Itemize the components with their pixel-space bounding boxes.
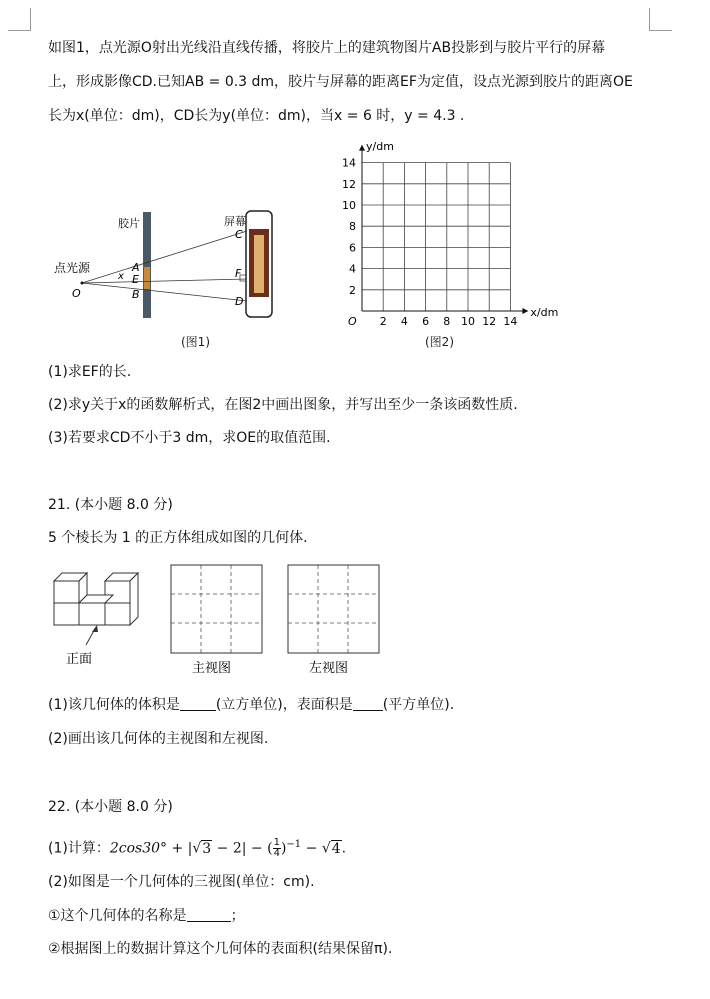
label-o: O	[72, 287, 81, 300]
p21-title: 21. (本小题 8.0 分)	[48, 497, 173, 513]
x-tick-label: 8	[443, 315, 451, 328]
ray-od	[82, 283, 247, 301]
y-tick-label: 6	[349, 241, 356, 255]
p20-question-3: (3)若要求CD不小于3 dm，求OE的取值范围.	[48, 430, 331, 446]
figure-1-caption: (图1)	[181, 335, 210, 349]
p22-title: 22. (本小题 8.0 分)	[48, 799, 173, 815]
cube-side-right	[130, 573, 138, 625]
x-tick-label: 14	[503, 315, 518, 328]
label-d: D	[235, 295, 244, 308]
page-corner-mark-right	[649, 8, 672, 31]
label-screen: 屏幕	[224, 215, 246, 228]
y-axis-label: y/dm	[366, 140, 394, 153]
figure-2-caption: (图2)	[425, 335, 454, 349]
label-b: B	[132, 288, 140, 301]
p22-question-2-2: ②根据图上的数据计算这个几何体的表面积(结果保留π).	[48, 941, 393, 957]
label-source: 点光源	[54, 261, 91, 275]
p21-question-2: (2)画出该几何体的主视图和左视图.	[48, 731, 269, 747]
y-tick-label: 4	[349, 262, 356, 276]
cube-front-upper-left	[54, 581, 79, 603]
label-main-view: 主视图	[192, 661, 232, 676]
figure-1-projection	[48, 205, 288, 330]
label-film: 胶片	[118, 217, 140, 230]
x-axis-arrow	[522, 308, 528, 314]
x-axis-label: x/dm	[530, 306, 559, 319]
y-axis-arrow	[359, 145, 365, 151]
page-corner-mark-left	[8, 8, 31, 31]
y-tick-label: 10	[342, 199, 356, 212]
origin-label: O	[348, 315, 357, 328]
p20-intro-line-2: 上，形成影像CD.已知AB = 0.3 dm，胶片与屏幕的距离EF为定值，设点光源到胶片的距离OE	[48, 74, 633, 90]
y-tick-label: 2	[349, 283, 356, 297]
x-tick-label: 10	[461, 315, 475, 328]
point-o	[81, 282, 84, 285]
y-tick-label: 12	[342, 177, 356, 191]
p22-name-blank[interactable]	[187, 907, 231, 922]
p21-left-view-grid	[287, 564, 383, 676]
x-tick-label: 2	[379, 315, 387, 328]
cube-front-lower-middle	[79, 603, 105, 625]
p22-question-2-1: ①这个几何体的名称是 ；	[48, 908, 245, 924]
label-a: A	[132, 261, 140, 274]
p21-surface-blank[interactable]	[353, 696, 383, 711]
p21-cube-figure	[48, 565, 148, 670]
screen-building-tower	[254, 235, 264, 293]
front-arrow-head	[92, 625, 98, 632]
label-f: F	[235, 267, 242, 280]
x-tick-label: 6	[422, 315, 430, 328]
p22-question-1: (1)计算：2cos30° + |√3 − 2| − ( $\frac{1}{4}$ )$^{-1}$ − √4.	[48, 837, 347, 860]
x-tick-label: 4	[400, 315, 408, 328]
p20-intro-line-3: 长为x(单位：dm)，CD长为y(单位：dm)，当x = 6 时，y = 4.3 .	[48, 108, 465, 124]
p21-question-1: (1)该几何体的体积是 (立方单位)，表面积是 (平方单位).	[48, 697, 455, 713]
label-left-view: 左视图	[309, 661, 349, 676]
y-tick-label: 14	[342, 156, 356, 170]
p21-intro: 5 个棱长为 1 的正方体组成如图的几何体.	[48, 530, 308, 546]
cube-front-lower-right	[105, 603, 130, 625]
p21-volume-blank[interactable]	[180, 696, 216, 711]
x-tick-label: 12	[482, 315, 497, 328]
p21-main-view-grid	[170, 564, 266, 676]
p22-question-2: (2)如图是一个几何体的三视图(单位：cm).	[48, 874, 315, 890]
ray-oc	[82, 231, 247, 283]
fraction-one-quarter: $\frac{1}{4}$	[273, 837, 280, 860]
label-c: C	[235, 228, 243, 241]
p20-question-1: (1)求EF的长.	[48, 364, 132, 380]
label-x: x	[118, 271, 124, 282]
label-front: 正面	[66, 652, 93, 667]
film-building-image	[144, 267, 150, 289]
label-e: E	[132, 273, 139, 286]
figure-2-grid	[338, 140, 560, 330]
film-strip	[143, 212, 151, 318]
p20-question-2: (2)求y关于x的函数解析式，在图2中画出图象，并写出至少一条该函数性质.	[48, 397, 518, 413]
y-tick-label: 8	[349, 220, 356, 234]
cube-front-lower-left	[54, 603, 79, 625]
ray-oef	[82, 279, 247, 283]
p20-intro-line-1: 如图1，点光源O射出光线沿直线传播，将胶片上的建筑物图片AB投影到与胶片平行的屏幕	[48, 40, 606, 56]
